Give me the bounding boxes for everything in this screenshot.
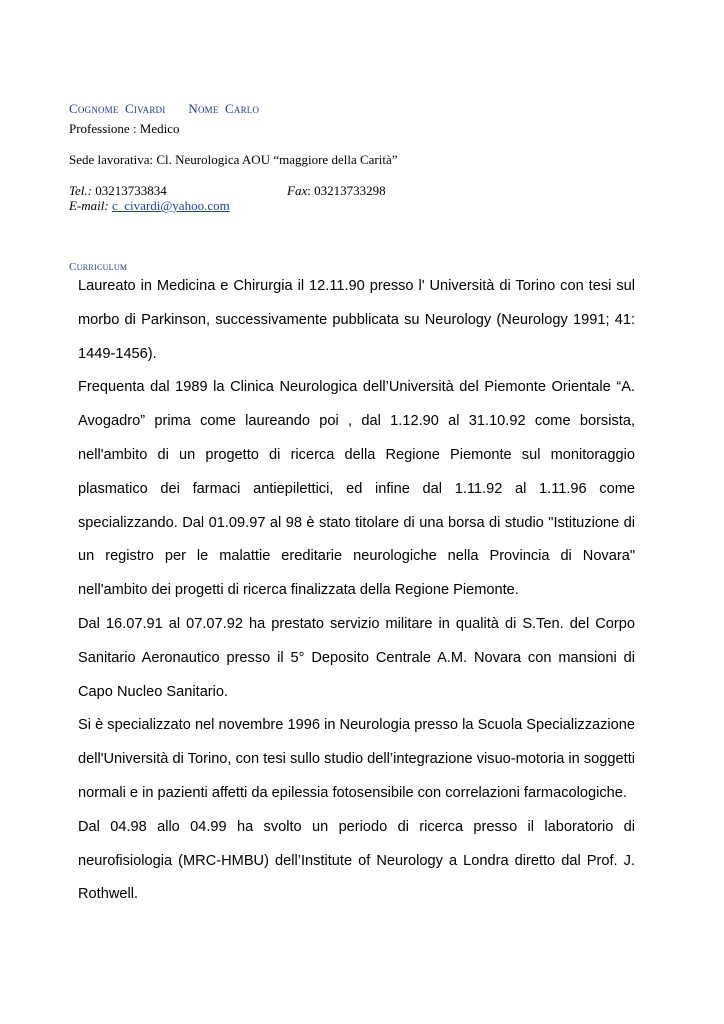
- fax-label: Fax: [287, 183, 308, 198]
- curriculum-paragraph: Dal 16.07.91 al 07.07.92 ha prestato servizio militare in qualità di S.Ten. del Corpo Sanitario Aeronautico presso il 5° Deposito Centrale A.M. Novara con mansioni di Capo Nucleo Sanitario.: [78, 615, 635, 700]
- curriculum-paragraph: Si è specializzato nel novembre 1996 in Neurologia presso la Scuola Specializzazione dell'Università di Torino, con tesi sullo studio dell’integrazione visuo-motoria in soggetti normali e in pazienti affetti da epilessia fotosensibile con correlazioni farmacologiche.: [78, 717, 635, 801]
- fax-line: [287, 183, 386, 199]
- tel-value: 03213733834: [95, 183, 167, 198]
- nome-value: Carlo: [225, 101, 260, 116]
- profession-line: Professione : Medico: [69, 121, 180, 136]
- cognome-label: Cognome: [69, 101, 119, 116]
- curriculum-title: Curriculum: [69, 261, 128, 273]
- email-line: [69, 198, 230, 214]
- email-label: E-mail:: [69, 198, 109, 213]
- fax-value: : 03213733298: [307, 183, 386, 198]
- cognome-value: Civardi: [125, 101, 166, 116]
- name-header: [69, 101, 262, 117]
- nome-label: Nome: [188, 101, 219, 116]
- curriculum-paragraph: Dal 04.98 allo 04.99 ha svolto un periodo di ricerca presso il laboratorio di neurofisiologia (MRC-HMBU) dell’Institute of Neurology a Londra diretto dal Prof. J. Rothwell.: [78, 818, 635, 903]
- email-link[interactable]: c_civardi@yahoo.com: [111, 198, 230, 213]
- curriculum-body: [78, 270, 635, 912]
- curriculum-paragraph: Frequenta dal 1989 la Clinica Neurologica dell’Università del Piemonte Orientale “A. Avogadro” prima come laureando poi , dal 1.12.90 al 31.10.92 come borsista, nell'ambito di un progetto di ricerca della Regione Piemonte sul monitoraggio plasmatico dei farmaci antiepilettici, ed infine dal 1.11.92 al 1.11.96 come specializzando. Dal 01.09.97 al 98 è stato titolare di una borsa di studio "Istituzione di un registro per le malattie ereditarie neurologiche nella Provincia di Novara" nell'ambito dei progetti di ricerca finalizzata della Regione Piemonte.: [78, 379, 635, 599]
- phone-line: [69, 183, 167, 199]
- tel-label: Tel.:: [69, 183, 92, 198]
- curriculum-paragraph: Laureato in Medicina e Chirurgia il 12.11.90 presso l' Università di Torino con tesi sul morbo di Parkinson, successivamente pubblicata su Neurology (Neurology 1991; 41: 1449-1456).: [78, 278, 635, 362]
- workplace-line: Sede lavorativa: Cl. Neurologica AOU “maggiore della Carità”: [69, 152, 398, 167]
